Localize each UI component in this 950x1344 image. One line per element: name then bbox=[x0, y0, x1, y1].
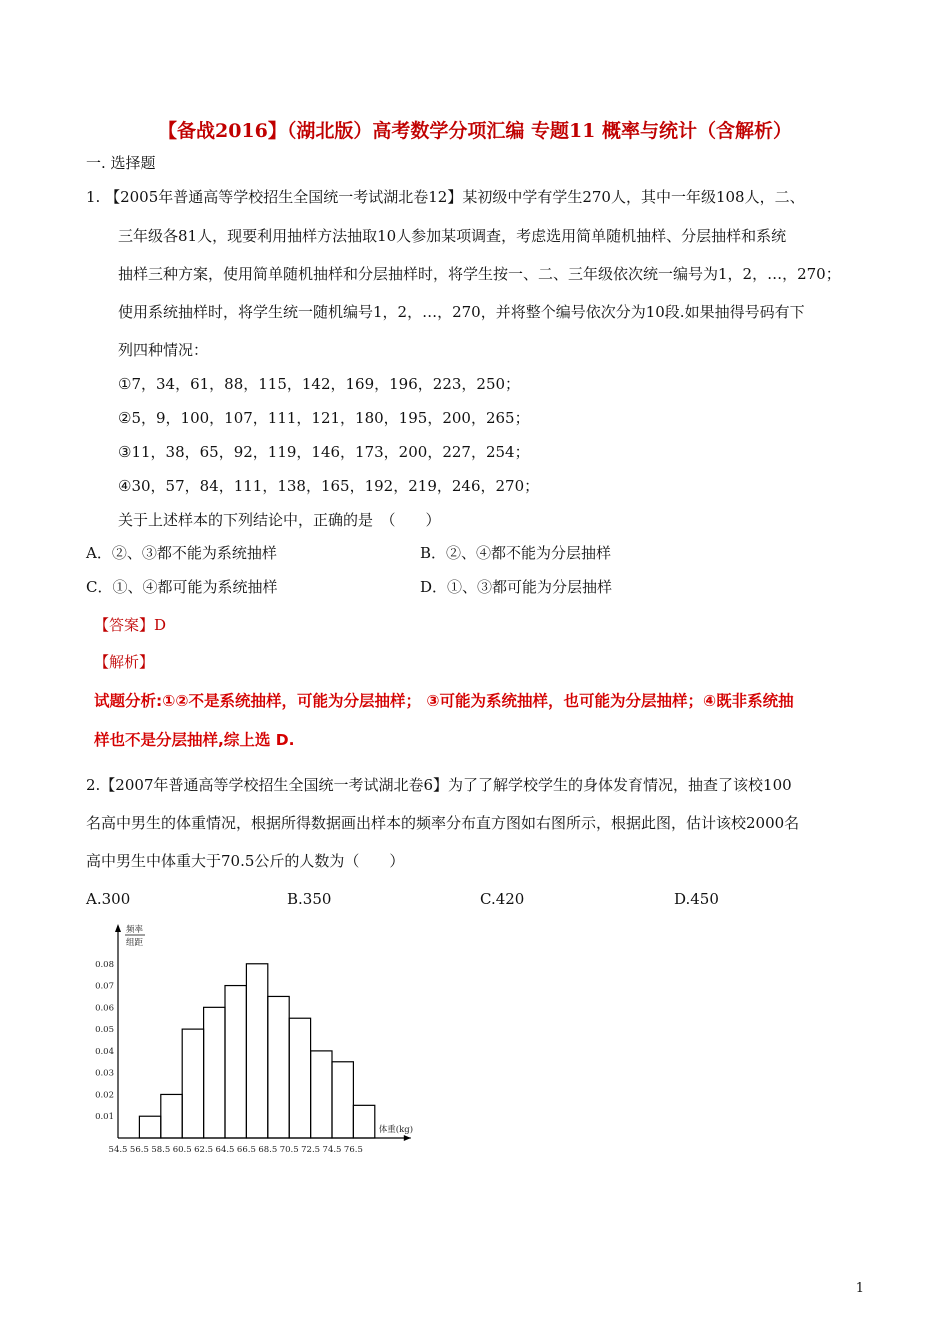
q1-line-3: 抽样三种方案，使用简单随机抽样和分层抽样时，将学生按一、二、三年级依次统一编号为1，2，…，270； bbox=[118, 265, 841, 283]
y-axis-label-top: 频率 bbox=[126, 925, 144, 935]
q1-analysis-line-2: 样也不是分层抽样,综上选 D. bbox=[94, 731, 295, 749]
q1-line-4: 使用系统抽样时，将学生统一随机编号1，2，…，270，并将整个编号依次分为10段.如果抽得号码有下 bbox=[118, 303, 805, 321]
q1-case-1: ①7，34，61，88，115，142，169，196，223，250； bbox=[118, 375, 521, 393]
histogram-bar bbox=[182, 1029, 203, 1138]
y-tick-label: 0.07 bbox=[95, 981, 114, 992]
histogram-bar bbox=[311, 1051, 332, 1138]
q1-analysis-line-1: 试题分析:①②不是系统抽样，可能为分层抽样； ③可能为系统抽样，也可能为分层抽样；④既非系统抽 bbox=[94, 692, 794, 710]
q1-case-4: ④30，57，84，111，138，165，192，219，246，270； bbox=[118, 477, 540, 495]
histogram-bar bbox=[161, 1094, 182, 1138]
answer-value: D bbox=[154, 616, 167, 634]
y-tick-label: 0.01 bbox=[95, 1112, 114, 1123]
x-axis-label: 体重(kg) bbox=[378, 1125, 414, 1135]
y-tick-label: 0.05 bbox=[95, 1025, 114, 1036]
histogram-bar bbox=[246, 964, 267, 1138]
q2-option-b: B.350 bbox=[287, 890, 332, 908]
y-tick-label: 0.08 bbox=[95, 959, 114, 970]
q1-prompt: 关于上述样本的下列结论中，正确的是 （ ） bbox=[118, 511, 441, 529]
x-tick-label: 60.5 bbox=[172, 1145, 192, 1155]
histogram-bar bbox=[268, 996, 289, 1138]
x-tick-label: 58.5 bbox=[151, 1145, 171, 1155]
x-axis-arrow bbox=[404, 1135, 411, 1141]
answer-tag: 【答案】 bbox=[94, 616, 155, 634]
q1-line-5: 列四种情况： bbox=[118, 341, 209, 359]
x-tick-label: 62.5 bbox=[194, 1145, 214, 1155]
section-heading: 一. 选择题 bbox=[86, 154, 156, 172]
q1-line-1: 1. 【2005年普通高等学校招生全国统一考试湖北卷12】某初级中学有学生270人，其中一年级108人，二、 bbox=[86, 188, 805, 206]
y-axis-arrow bbox=[115, 924, 121, 932]
q1-option-d: D．①、③都可能为分层抽样 bbox=[420, 578, 613, 596]
histogram-bar bbox=[353, 1105, 374, 1138]
analysis-tag: 【解析】 bbox=[94, 653, 155, 671]
x-tick-label: 74.5 bbox=[322, 1145, 342, 1155]
q1-answer bbox=[94, 615, 166, 635]
x-tick-label: 70.5 bbox=[279, 1145, 299, 1155]
y-tick-label: 0.06 bbox=[95, 1003, 114, 1014]
y-tick-label: 0.04 bbox=[95, 1046, 114, 1057]
histogram-bar bbox=[204, 1007, 225, 1138]
y-axis-label-bottom: 组距 bbox=[126, 938, 144, 948]
q1-option-a: A．②、③都不能为系统抽样 bbox=[86, 544, 277, 562]
histogram-bar bbox=[225, 986, 246, 1138]
y-tick-label: 0.03 bbox=[95, 1068, 114, 1079]
x-tick-label: 68.5 bbox=[258, 1145, 278, 1155]
x-tick-label: 54.5 bbox=[108, 1145, 128, 1155]
q1-case-2: ②5，9，100，107，111，121，180，195，200，265； bbox=[118, 409, 530, 427]
y-tick-label: 0.02 bbox=[95, 1090, 114, 1101]
histogram-bar bbox=[332, 1062, 353, 1138]
q2-option-d: D.450 bbox=[674, 890, 719, 908]
q1-option-b: B．②、④都不能为分层抽样 bbox=[420, 544, 612, 562]
frequency-histogram bbox=[80, 920, 440, 1160]
x-tick-label: 76.5 bbox=[343, 1145, 363, 1155]
q1-case-3: ③11，38，65，92，119，146，173，200，227，254； bbox=[118, 443, 530, 461]
page-title: 【备战2016】（湖北版）高考数学分项汇编 专题11 概率与统计（含解析） bbox=[157, 120, 793, 142]
histogram-bar bbox=[139, 1116, 160, 1138]
x-tick-label: 72.5 bbox=[301, 1145, 321, 1155]
x-tick-label: 64.5 bbox=[215, 1145, 235, 1155]
q2-line-1: 2.【2007年普通高等学校招生全国统一考试湖北卷6】为了了解学校学生的身体发育情况，抽查了该校100 bbox=[86, 776, 792, 794]
q2-line-3: 高中男生中体重大于70.5公斤的人数为（ ） bbox=[86, 852, 405, 870]
x-tick-label: 56.5 bbox=[129, 1145, 149, 1155]
q1-option-c: C．①、④都可能为系统抽样 bbox=[86, 578, 278, 596]
histogram-bar bbox=[289, 1018, 310, 1138]
x-tick-label: 66.5 bbox=[236, 1145, 256, 1155]
q2-option-a: A.300 bbox=[86, 890, 131, 908]
q1-line-2: 三年级各81人，现要利用抽样方法抽取10人参加某项调查，考虑选用简单随机抽样、分层抽样和系统 bbox=[118, 227, 787, 245]
page-number: 1 bbox=[855, 1281, 864, 1296]
q2-line-2: 名高中男生的体重情况，根据所得数据画出样本的频率分布直方图如右图所示，根据此图，估计该校2000名 bbox=[86, 814, 800, 832]
q2-option-c: C.420 bbox=[480, 890, 525, 908]
